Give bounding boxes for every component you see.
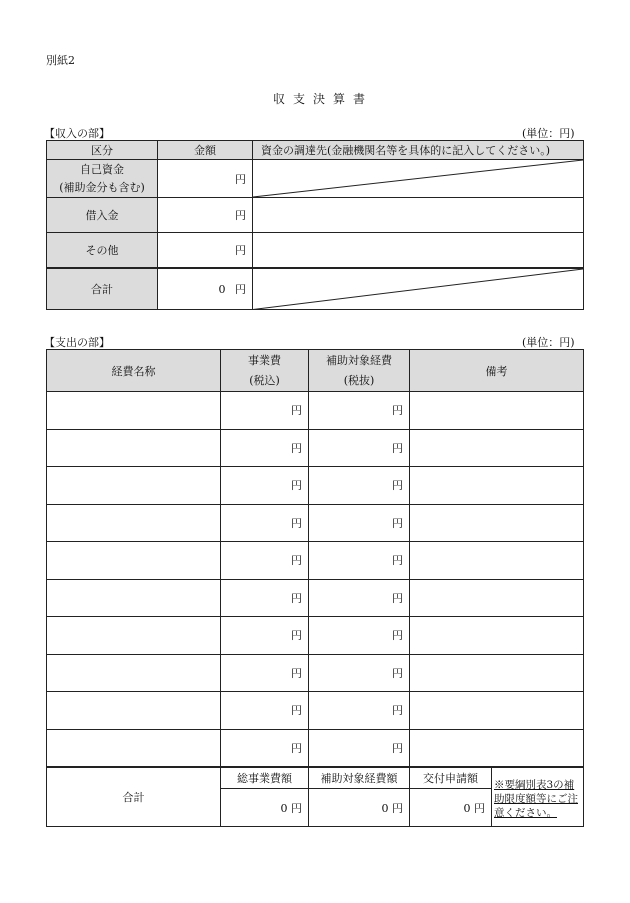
expense-cost-field[interactable]: 円 xyxy=(221,729,309,767)
expense-row xyxy=(47,692,584,730)
expense-eligible-field[interactable]: 円 xyxy=(309,392,410,430)
income-total-number: 0 xyxy=(218,282,226,296)
expense-name-field[interactable] xyxy=(47,729,221,767)
expense-name-field[interactable] xyxy=(47,429,221,467)
expense-remarks-field[interactable] xyxy=(410,542,584,580)
expense-name-field[interactable] xyxy=(47,617,221,655)
expense-row xyxy=(47,467,584,505)
expense-cost-field[interactable]: 円 xyxy=(221,429,309,467)
income-row-other xyxy=(47,233,584,268)
document-title: 収支決算書 xyxy=(272,92,373,106)
income-total-source-disabled xyxy=(253,268,584,310)
expense-remarks-field[interactable] xyxy=(410,729,584,767)
income-table xyxy=(46,140,584,310)
expense-total-label: 合計 xyxy=(47,767,221,827)
expense-header-row xyxy=(47,350,584,392)
income-amount-field[interactable]: 円 xyxy=(158,233,253,268)
expense-eligible-field[interactable]: 円 xyxy=(309,617,410,655)
expense-remarks-field[interactable] xyxy=(410,429,584,467)
income-amount-field[interactable]: 円 xyxy=(158,198,253,233)
expense-header-name: 経費名称 xyxy=(47,350,221,392)
expense-remarks-field[interactable] xyxy=(410,392,584,430)
expense-name-field[interactable] xyxy=(47,542,221,580)
expense-total-eligible-value: 0 円 xyxy=(309,789,410,827)
income-row-loan xyxy=(47,198,584,233)
expense-remarks-field[interactable] xyxy=(410,692,584,730)
expense-name-field[interactable] xyxy=(47,392,221,430)
expense-eligible-field[interactable]: 円 xyxy=(309,579,410,617)
expense-eligible-field[interactable]: 円 xyxy=(309,504,410,542)
income-row-label: 借入金 xyxy=(47,198,158,233)
expense-eligible-field[interactable]: 円 xyxy=(309,692,410,730)
expense-cost-field[interactable]: 円 xyxy=(221,467,309,505)
expense-name-field[interactable] xyxy=(47,692,221,730)
expense-row xyxy=(47,504,584,542)
expense-header-cost-tax: (税込) xyxy=(249,373,280,387)
income-header-amount: 金額 xyxy=(158,141,253,160)
expense-row xyxy=(47,429,584,467)
expense-remarks-field[interactable] xyxy=(410,654,584,692)
expense-total-cost-header: 総事業費額 xyxy=(221,767,309,789)
expense-remarks-field[interactable] xyxy=(410,504,584,542)
income-source-field[interactable] xyxy=(253,198,584,233)
expense-name-field[interactable] xyxy=(47,467,221,505)
income-total-value xyxy=(158,268,253,310)
expense-cost-field[interactable]: 円 xyxy=(221,654,309,692)
expense-remarks-field[interactable] xyxy=(410,467,584,505)
expense-cost-field[interactable]: 円 xyxy=(221,617,309,655)
expense-row xyxy=(47,654,584,692)
income-total-unit: 円 xyxy=(235,282,246,296)
diagonal-strike xyxy=(253,269,583,310)
expense-eligible-field[interactable]: 円 xyxy=(309,542,410,580)
income-row-own-funds xyxy=(47,160,584,198)
income-row-label: 自己資金 xyxy=(80,162,124,176)
expense-header-cost: 事業費 xyxy=(248,353,281,367)
expense-name-field[interactable] xyxy=(47,579,221,617)
expense-eligible-field[interactable]: 円 xyxy=(309,467,410,505)
expense-header-eligible: 補助対象経費 xyxy=(326,353,392,367)
income-header-row xyxy=(47,141,584,160)
expense-name-field[interactable] xyxy=(47,504,221,542)
expense-section-label: 【支出の部】 xyxy=(44,336,110,349)
income-row-sublabel: (補助金分も含む) xyxy=(59,180,145,194)
expense-remarks-field[interactable] xyxy=(410,579,584,617)
expense-total-header-row xyxy=(47,767,584,789)
expense-name-field[interactable] xyxy=(47,654,221,692)
diagonal-strike xyxy=(253,160,583,197)
income-total-label: 合計 xyxy=(47,268,158,310)
expense-header-eligible-tax: (税抜) xyxy=(343,373,375,387)
expense-cost-field[interactable]: 円 xyxy=(221,392,309,430)
expense-row xyxy=(47,617,584,655)
income-header-source: 資金の調達先(金融機関名等を具体的に記入してください。) xyxy=(253,141,584,160)
expense-total-cost-value: 0 円 xyxy=(221,789,309,827)
expense-row xyxy=(47,542,584,580)
expense-row xyxy=(47,579,584,617)
expense-cost-field[interactable]: 円 xyxy=(221,579,309,617)
income-header-category: 区分 xyxy=(47,141,158,160)
expense-remarks-field[interactable] xyxy=(410,617,584,655)
expense-eligible-field[interactable]: 円 xyxy=(309,429,410,467)
expense-total-eligible-header: 補助対象経費額 xyxy=(309,767,410,789)
income-total-row xyxy=(47,268,584,310)
expense-unit-label: (単位：円) xyxy=(522,336,575,349)
expense-grant-request-header: 交付申請額 xyxy=(410,767,492,789)
income-source-field[interactable] xyxy=(253,233,584,268)
expense-row xyxy=(47,729,584,767)
expense-eligible-field[interactable]: 円 xyxy=(309,654,410,692)
expense-row xyxy=(47,392,584,430)
income-unit-label: (単位：円) xyxy=(522,127,575,140)
income-source-field-disabled xyxy=(253,160,584,198)
expense-cost-field[interactable]: 円 xyxy=(221,542,309,580)
expense-cost-field[interactable]: 円 xyxy=(221,504,309,542)
expense-cost-field[interactable]: 円 xyxy=(221,692,309,730)
expense-header-remarks: 備考 xyxy=(410,350,584,392)
expense-grant-request-value: 0 円 xyxy=(410,789,492,827)
income-amount-field[interactable]: 円 xyxy=(158,160,253,198)
attachment-label: 別紙2 xyxy=(46,54,75,67)
income-row-label: その他 xyxy=(47,233,158,268)
income-section-label: 【収入の部】 xyxy=(44,127,110,140)
expense-eligible-field[interactable]: 円 xyxy=(309,729,410,767)
expense-table xyxy=(46,349,584,827)
grant-limit-note: ※要綱別表3の補助限度額等にご注意ください。 xyxy=(492,767,584,827)
